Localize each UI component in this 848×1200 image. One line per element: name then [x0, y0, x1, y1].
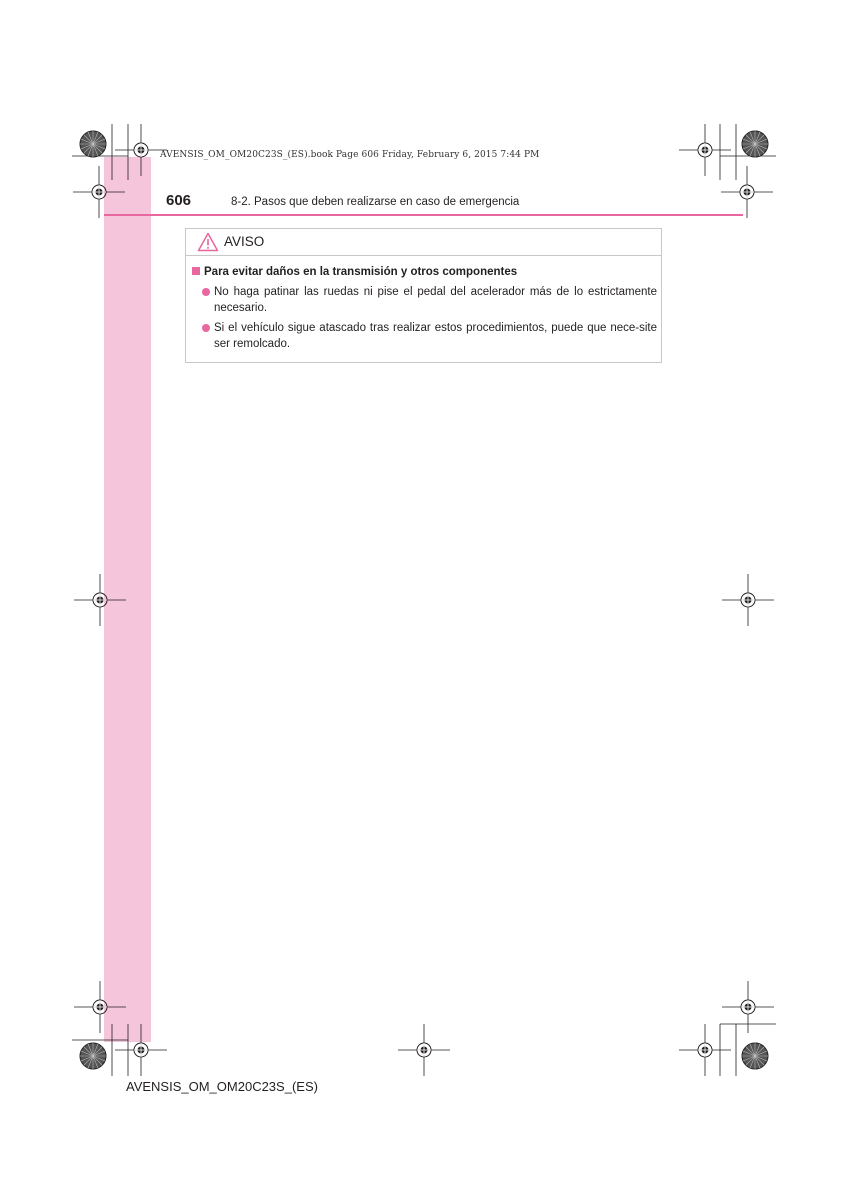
list-item-text: Si el vehículo sigue atascado tras realizar estos procedimientos, puede que nece-site ser remolcado. [214, 322, 657, 350]
footer-code: AVENSIS_OM_OM20C23S_(ES) [126, 1079, 318, 1094]
section-title: 8-2. Pasos que deben realizarse en caso de emergencia [231, 196, 520, 208]
crop-lines [72, 124, 776, 1076]
book-info-line: AVENSIS_OM_OM20C23S_(ES).book Page 606 Friday, February 6, 2015 7:44 PM [160, 150, 540, 160]
page-number: 606 [166, 192, 192, 209]
warning-subheading-text: Para evitar daños en la transmisión y otros componentes [204, 266, 518, 278]
warning-label: AVISO [224, 234, 265, 249]
list-item-text: No haga patinar las ruedas ni pise el pedal del acelerador más de lo estrictamente necesario. [214, 286, 657, 314]
